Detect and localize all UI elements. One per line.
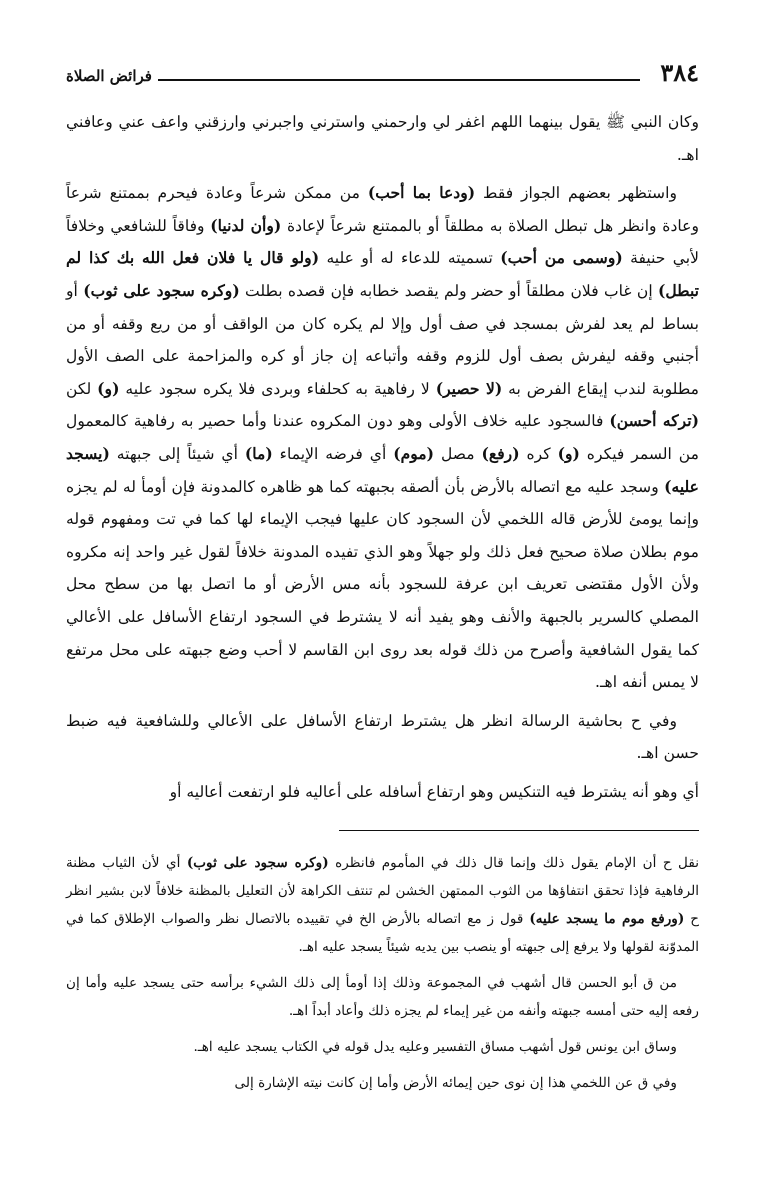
bold-phrase: (ولو قال يا فلان فعل الله بك كذا لم تبطل) [66,248,700,300]
text-run: وكان النبي ﷺ يقول بينهما اللهم اغفر لي وارحمني واسترني واجبرني وارزقني واعف عني وعافني اهـ. [66,113,699,164]
note-2 [66,969,699,1025]
bold-phrase: (وكره سجود على ثوب) [83,280,240,300]
bold-phrase: (وأن لدنيا) [210,215,282,235]
bold-phrase: (و) [97,378,120,398]
note-4 [66,1069,699,1097]
bold-phrase: (موم) [393,443,435,463]
text-run: وفي ق عن اللخمي هذا إن نوى حين إيمائه الأرض وأما إن كانت نيته الإشارة إلى [234,1075,677,1092]
text-run: من ممكن شرعاً وعادة فيحرم بممتنع شرعاً وعادة وانظر هل تبطل الصلاة به مطلقاً أو بالممتنع شرعاً لإعادة [66,184,699,235]
text-run: وسجد عليه مع اتصاله بالأرض بأن ألصقه بجبهته كما هو ظاهره كالمدونة فإن أومأ له لم يجزه وإنما يومئ للأرض قاله اللخمي لأن السجود كان عليها فيجب الإيماء لها كما في تت ومفهوم قوله موم بطلان صلاة صحيح فعل ذلك ولو جهلاً وهو الذي تفيده المدونة خلافاً لقول غير واحد إنه مكروه ولأن الأول مقتضى تعريف ابن عرفة للسجود بأنه مس الأرض أو ما اتصل بها من سطح محل المصلي كالسرير بالجبهة والأنف وهو يفيد أنه لا يشترط في السجود ارتفاع الأسافل على الأعالي كما يقول الشافعية وأصرح من ذلك قوله بعد روى ابن القاسم لا أحب وضع جبهته على محل مرتفع لا يمس أنفه اهـ. [66,477,699,692]
header-rule [158,79,640,81]
text-run: فالسجود عليه خلاف الأولى وهو دون المكروه عندنا وأما حصير به رفاهية كالمعمول من السمر فيكره [66,412,699,463]
page-header [66,58,699,88]
running-title: فرائض الصلاة [66,67,152,85]
text-run: وفي ح بحاشية الرسالة انظر هل يشترط ارتفاع الأسافل على الأعالي وللشافعية فيه ضبط حسن اهـ. [66,711,699,763]
bold-phrase: (رفع) [481,443,520,463]
paragraph-3 [66,705,699,770]
bold-phrase: (يسجد عليه) [66,443,699,496]
note-1 [66,849,699,961]
text-run: أو بساط لم يعد لفرش بمسجد في صف أول وإلا لم يكره كان من الواقف أو من ريع وقفه أو من أجنبي وقفه ليفرش بصف أول للزوم وقفه وأتباعه إن جاز أو كره والمزاحمة على الصف الأول مطلوبة لندب إيقاع الفرض به [66,281,699,398]
bold-phrase: (ودعا بما أحب) [367,183,476,203]
bold-phrase: (ورفع موم ما يسجد عليه) [529,911,685,928]
footnotes [66,849,699,1097]
text-run: وساق ابن يونس قول أشهب مساق التفسير وعليه يدل قوله في الكتاب يسجد عليه اهـ. [193,1039,677,1056]
text-run: لكن [66,379,98,398]
text-run: من ق أبو الحسن قال أشهب في المجموعة وذلك إذا أومأ إلى ذلك الشيء برأسه حتى يسجد عليه وأما إن رفعه إليه حتى أمسه جبهته وأنفه من غير إيماء لم يجزه ذلك وأعاد أبداً اهـ. [66,975,699,1020]
text-run: وفاقاً للشافعي وخلافاً لأبي حنيفة [66,216,699,268]
text-run: أي شيئاً إلى جبهته [109,444,245,463]
text-run: أي فرضه الإيماء [272,444,394,463]
bold-phrase: (وسمى من أحب) [500,248,623,268]
page-number: ٣٨٤ [660,58,699,87]
bold-phrase: (وكره سجود على ثوب) [186,855,329,872]
paragraph-2 [66,177,699,699]
note-3 [66,1033,699,1061]
text-run: واستظهر بعضهم الجواز فقط [475,184,677,203]
paragraph-4 [66,776,699,809]
footnote-separator [339,830,699,831]
text-run: قول ز مع اتصاله بالأرض الخ في تقييده بالاتصال نظر والصواب الإطلاق كما في المدوّنة لقولها ولا يرفع إلى جبهته أو ينصب بين يديه شيئاً يسجد عليه اهـ. [66,911,699,956]
text-run: إن غاب فلان مطلقاً أو حضر ولم يقصد خطابه فإن قصده بطلت [239,281,658,300]
text-run: تسميته للدعاء له أو عليه [319,249,501,268]
paragraph-1 [66,106,699,171]
bold-phrase: (لا حصير) [435,378,503,398]
text-run: مصل [434,444,482,463]
text-run: أي لأن الثياب مظنة الرفاهية فإذا تحقق انتفاؤها من الثوب الممتهن الخشن لم تنتف الكراهة لأن التعليل بالمظنة خلافاً لابن بشير انظر ح [66,855,699,928]
text-run: نقل ح أن الإمام يقول ذلك وإنما قال ذلك في المأموم فانظره [328,855,699,872]
main-text [66,106,699,808]
text-run: كره [519,444,558,463]
text-run: لا رفاهية به كحلفاء وبردى فلا يكره سجود عليه [119,379,436,398]
bold-phrase: (تركه أحسن) [609,411,699,431]
bold-phrase: (ما) [244,443,273,463]
bold-phrase: (و) [557,443,580,463]
text-run: أي وهو أنه يشترط فيه التنكيس وهو ارتفاع أسافله على أعاليه فلو ارتفعت أعاليه أو [169,782,699,801]
